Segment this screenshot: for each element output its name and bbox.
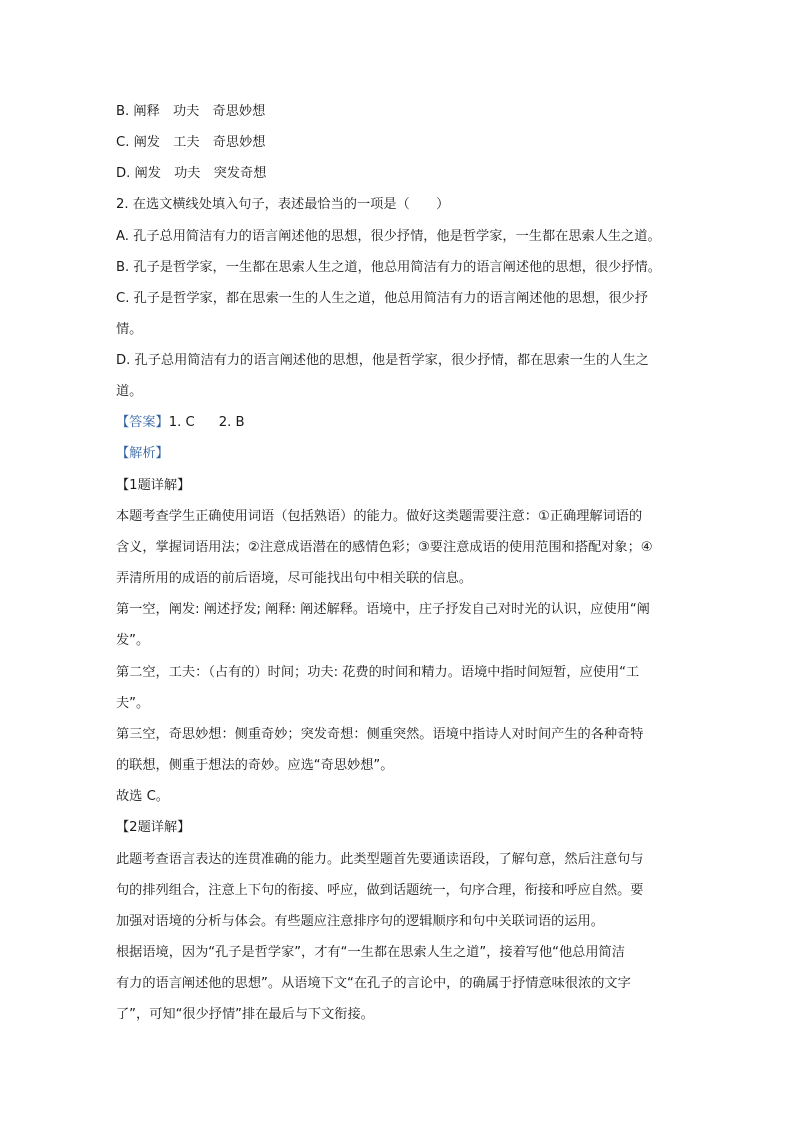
q1-detail-p1-line3: 弄清所用的成语的前后语境，尽可能找出句中相关联的信息。 (116, 571, 473, 586)
q1-detail-p1-line1: 本题考查学生正确使用词语（包括熟语）的能力。做好这类题需要注意：①正确理解词语的 (116, 509, 643, 524)
q2-option-c-line2: 情。 (116, 322, 143, 337)
q1-detail-p4-line2: 的联想，侧重于想法的奇妙。应选“奇思妙想”。 (116, 758, 394, 773)
q1-detail-p3-line2: 夫”。 (116, 696, 150, 711)
q2-detail-p1-line3: 加强对语境的分析与体会。有些题应注意排序句的逻辑顺序和句中关联词语的运用。 (116, 914, 604, 929)
q2-detail-p2-line1: 根据语境，因为“孔子是哲学家”，才有“一生都在思索人生之道”，接着写他“他总用简洁 (116, 945, 625, 960)
option-d: D. 阐发 功夫 突发奇想 (116, 166, 267, 181)
q2-detail-heading: 【2题详解】 (116, 820, 191, 835)
answer-2: 2. B (218, 415, 245, 430)
q1-detail-p2-line1: 第一空，阐发: 阐述抒发; 阐释: 阐述解释。语境中，庄子抒发自己对时光的认识，应使用“阐 (116, 602, 650, 617)
q1-conclusion: 故选 C。 (116, 789, 169, 804)
q2-detail-p1-line2: 句的排列组合，注意上下句的衔接、呼应，做到话题统一，句序合理，衔接和呼应自然。要 (116, 883, 644, 898)
analysis-label: 【解析】 (116, 446, 169, 461)
option-b: B. 阐释 功夫 奇思妙想 (116, 104, 266, 119)
q2-detail-p1-line1: 此题考查语言表达的连贯准确的能力。此类型题首先要通读语段，了解句意，然后注意句与 (116, 852, 644, 867)
q2-option-a: A. 孔子总用简洁有力的语言阐述他的思想，很少抒情，他是哲学家，一生都在思索人生之道。 (116, 229, 661, 244)
q2-detail-p2-line2: 有力的语言阐述他的思想”。从语境下文“在孔子的言论中，的确属于抒情意味很浓的文字 (116, 976, 631, 991)
q1-detail-p4-line1: 第三空，奇思妙想：侧重奇妙；突发奇想：侧重突然。语境中指诗人对时间产生的各种奇特 (116, 727, 644, 742)
q1-detail-heading: 【1题详解】 (116, 478, 191, 493)
answer-label: 【答案】 (116, 415, 169, 430)
q2-option-b: B. 孔子是哲学家，一生都在思索人生之道，他总用简洁有力的语言阐述他的思想，很少抒情。 (116, 260, 661, 275)
q1-detail-p1-line2: 含义，掌握词语用法；②注意成语潜在的感情色彩；③要注意成语的使用范围和搭配对象；④ (116, 540, 653, 555)
q2-detail-p2-line3: 了”，可知“很少抒情”排在最后与下文衔接。 (116, 1007, 374, 1022)
option-c: C. 阐发 工夫 奇思妙想 (116, 135, 266, 150)
q2-option-d-line1: D. 孔子总用简洁有力的语言阐述他的思想，他是哲学家，很少抒情，都在思索一生的人生之 (116, 353, 649, 368)
answer-line (116, 414, 686, 432)
q1-detail-p3-line1: 第二空，工夫：（占有的）时间；功夫: 花费的时间和精力。语境中指时间短暂，应使用“工 (116, 665, 640, 680)
q2-option-c-line1: C. 孔子是哲学家，都在思索一生的人生之道，他总用简洁有力的语言阐述他的思想，很少抒 (116, 291, 648, 306)
q1-detail-p2-line2: 发”。 (116, 633, 150, 648)
question-2-stem: 2. 在选文横线处填入句子，表述最恰当的一项是（ ） (116, 197, 450, 212)
answer-1: 1. C (168, 415, 195, 430)
q2-option-d-line2: 道。 (116, 384, 143, 399)
